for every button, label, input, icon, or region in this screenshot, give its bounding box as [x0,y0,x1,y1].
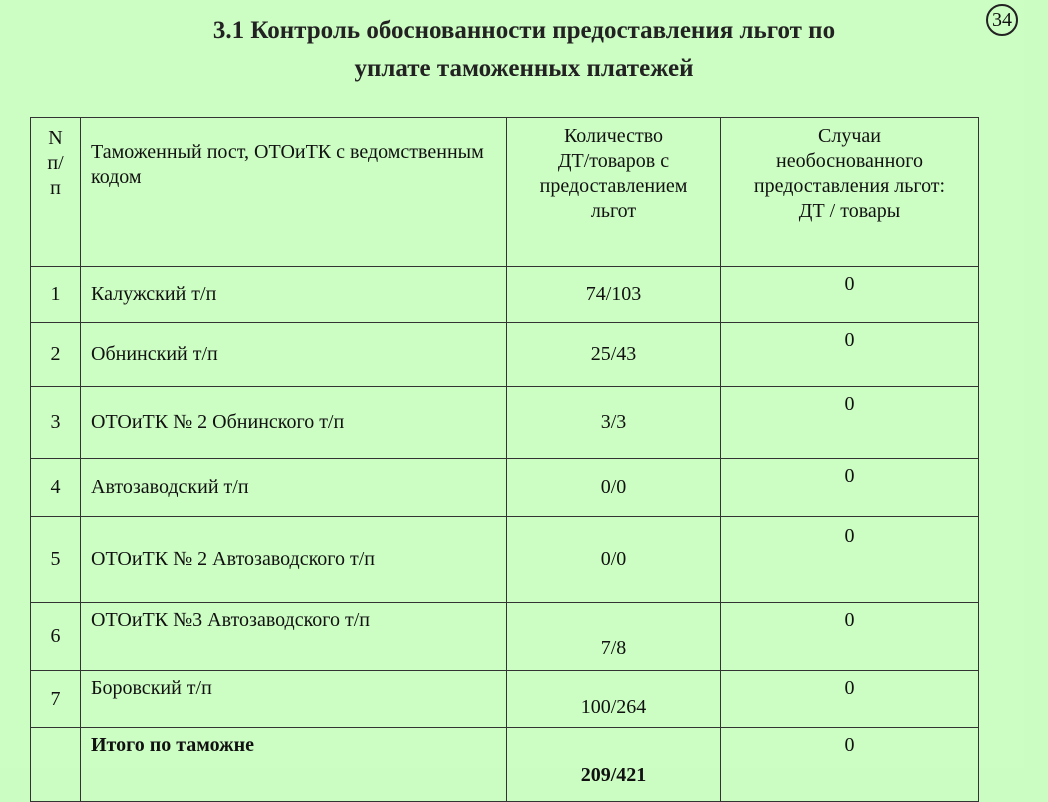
row-declarations-count: 0/0 [507,517,721,603]
table-row [31,671,979,728]
total-number [31,728,81,802]
row-unjustified-cases: 0 [721,323,979,387]
row-declarations-count: 0/0 [507,459,721,517]
row-number: 3 [31,387,81,459]
row-number: 1 [31,267,81,323]
table-row [31,603,979,671]
row-customs-post: ОТОиТК № 2 Автозаводского т/п [81,517,507,603]
header-qty-line: льгот [590,200,637,222]
row-number: 4 [31,459,81,517]
header-cases-line: предоставления льгот: [753,175,946,197]
row-unjustified-cases: 0 [721,671,979,728]
page-number-badge: 34 [986,4,1018,36]
table-row [31,323,979,387]
row-customs-post: ОТОиТК № 2 Обнинского т/п [81,387,507,459]
row-declarations-count: 100/264 [507,671,721,728]
row-number: 2 [31,323,81,387]
table-row [31,387,979,459]
header-qty-line: Количество [563,125,664,147]
table-row [31,267,979,323]
page-title-line-1: 3.1 Контроль обоснованности предоставления льгот по [212,17,836,44]
row-customs-post: Автозаводский т/п [81,459,507,517]
header-number-line: N [48,127,63,149]
header-qty-line: ДТ/товаров с [557,150,670,172]
total-unjustified-cases: 0 [721,728,979,802]
row-customs-post: Боровский т/п [81,671,507,728]
total-declarations-count: 209/421 [507,728,721,802]
row-declarations-count: 7/8 [507,603,721,671]
row-unjustified-cases: 0 [721,267,979,323]
total-label: Итого по таможне [81,728,507,802]
header-number-line: п/ [47,152,64,174]
table-row [31,459,979,517]
row-declarations-count: 25/43 [507,323,721,387]
header-cases-line: необоснованного [775,150,923,172]
row-unjustified-cases: 0 [721,603,979,671]
row-customs-post: ОТОиТК №3 Автозаводского т/п [81,603,507,671]
row-customs-post: Калужский т/п [81,267,507,323]
row-number: 5 [31,517,81,603]
row-unjustified-cases: 0 [721,459,979,517]
row-unjustified-cases: 0 [721,517,979,603]
table-row [31,517,979,603]
benefits-control-table [30,117,979,802]
header-cases-line: Случаи [818,125,881,147]
header-number [31,118,81,267]
header-customs-post: Таможенный пост, ОТОиТК с ведомственным кодом [81,118,507,267]
table-header-row [31,118,979,267]
header-qty-line: предоставлением [539,175,688,197]
page-title [0,12,1048,88]
page-title-line-2: уплате таможенных платежей [354,55,694,82]
header-declarations-count [507,118,721,267]
row-number: 7 [31,671,81,728]
row-unjustified-cases: 0 [721,387,979,459]
header-unjustified-cases [721,118,979,267]
header-number-line: п [50,177,61,199]
row-declarations-count: 74/103 [507,267,721,323]
row-declarations-count: 3/3 [507,387,721,459]
table-total-row [31,728,979,802]
row-customs-post: Обнинский т/п [81,323,507,387]
row-number: 6 [31,603,81,671]
header-cases-line: ДТ / товары [798,200,901,222]
